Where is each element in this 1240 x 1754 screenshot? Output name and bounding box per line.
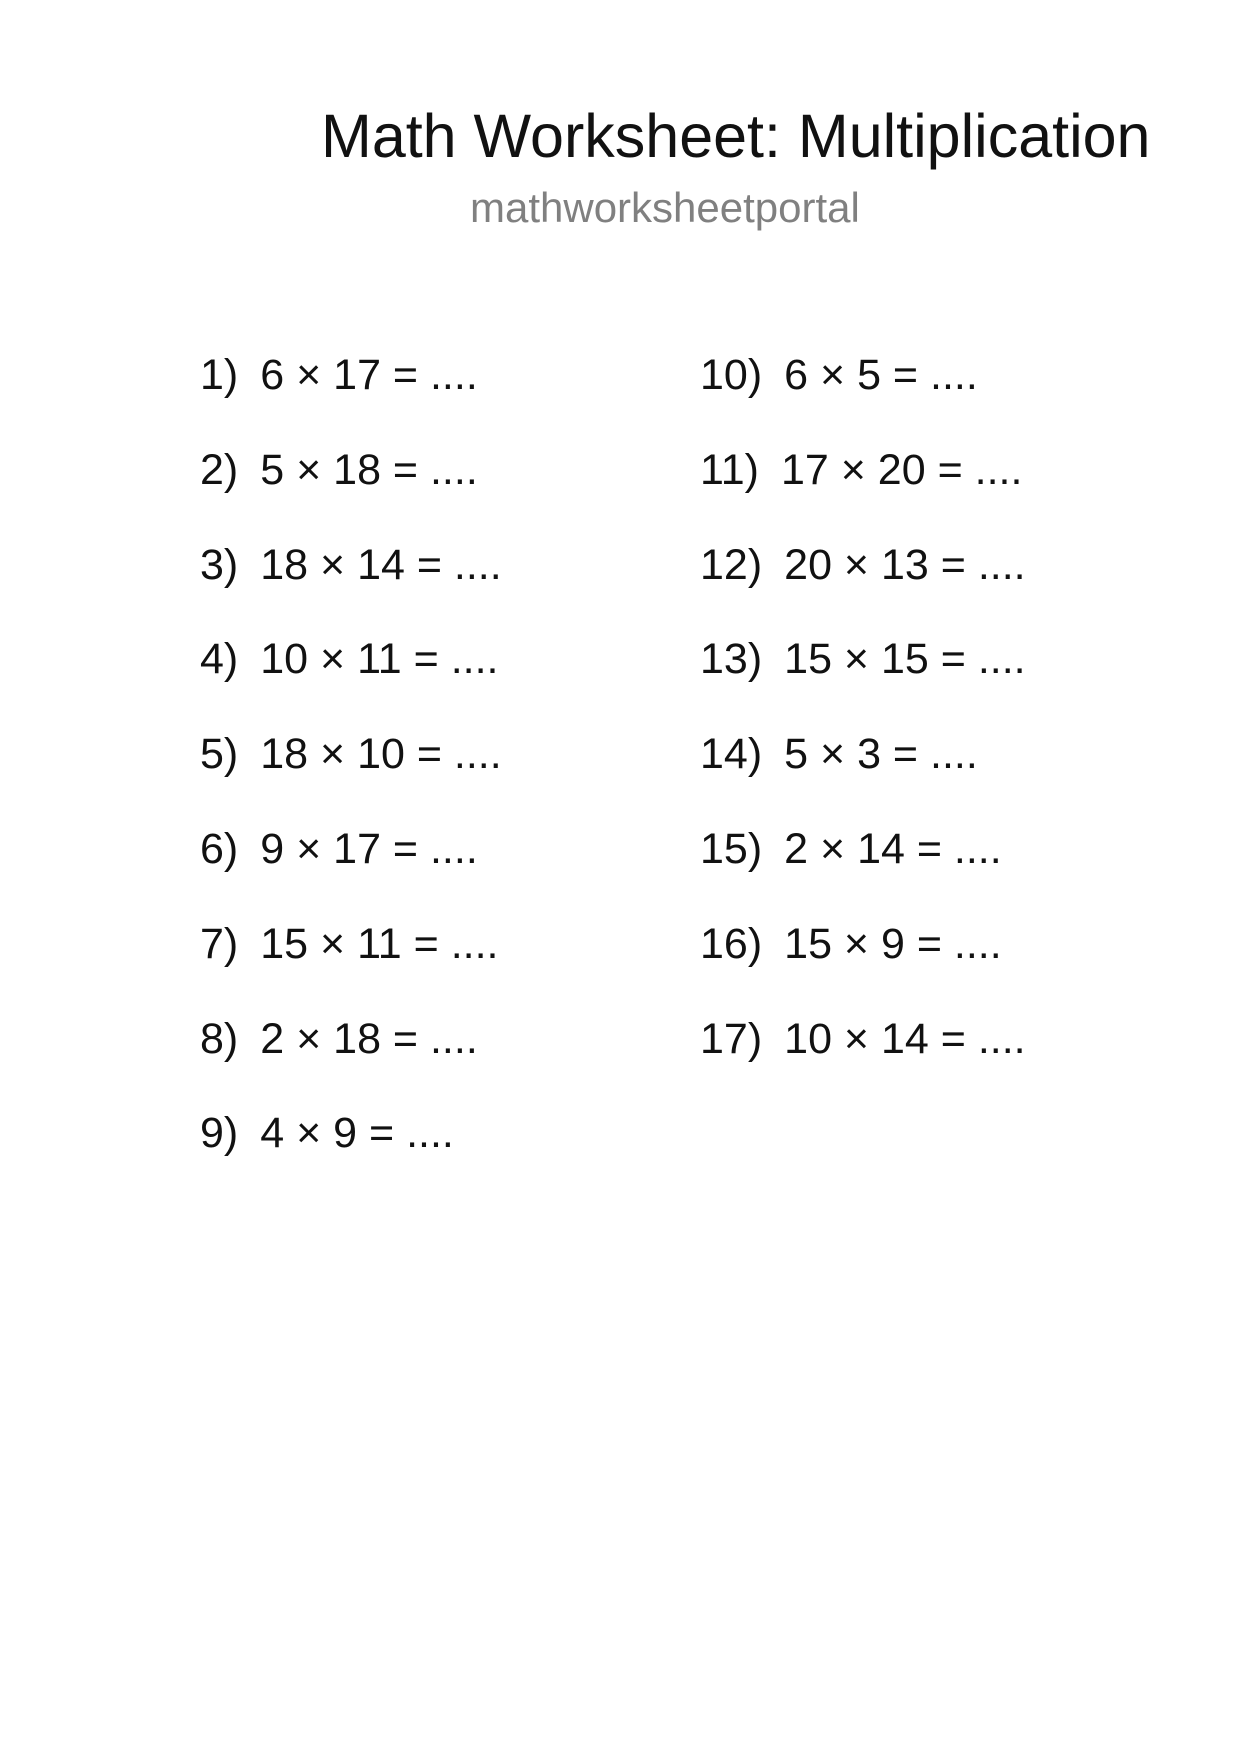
problem-number: 13) xyxy=(700,635,763,684)
problem-number: 10) xyxy=(700,351,763,399)
problem-expression: 6 × 5 = .... xyxy=(784,351,978,399)
problem-item xyxy=(200,631,720,726)
problem-number: 1) xyxy=(200,351,239,399)
problem-number: 7) xyxy=(200,919,239,968)
problem-expression: 20 × 13 = .... xyxy=(784,540,1026,589)
problem-expression: 18 × 14 = .... xyxy=(260,540,502,589)
problem-item xyxy=(700,1011,1220,1106)
problem-expression: 17 × 20 = .... xyxy=(780,445,1023,494)
problem-number: 15) xyxy=(700,824,763,873)
problem-item xyxy=(700,347,1220,442)
problem-expression: 4 × 9 = .... xyxy=(260,1109,454,1158)
problem-expression: 5 × 18 = .... xyxy=(260,445,478,494)
problem-expression: 15 × 11 = .... xyxy=(260,919,499,968)
problem-column-right xyxy=(700,347,1220,1105)
problem-number: 6) xyxy=(200,824,239,873)
problem-item xyxy=(200,442,720,537)
problem-item xyxy=(200,537,720,632)
problem-expression: 2 × 14 = .... xyxy=(784,824,1002,873)
problem-number: 5) xyxy=(200,730,239,779)
problem-number: 3) xyxy=(200,540,239,589)
problem-expression: 10 × 14 = .... xyxy=(784,1014,1026,1063)
worksheet-subtitle: mathworksheetportal xyxy=(470,184,860,231)
problem-item xyxy=(700,916,1220,1011)
worksheet-title: Math Worksheet: Multiplication xyxy=(321,102,1151,170)
problem-number: 11) xyxy=(700,445,759,494)
problem-item xyxy=(700,821,1220,916)
problem-number: 2) xyxy=(200,445,239,494)
problem-item xyxy=(700,537,1220,632)
problem-item xyxy=(200,821,720,916)
problem-item xyxy=(700,442,1220,537)
problem-number: 8) xyxy=(200,1014,239,1063)
problem-number: 14) xyxy=(700,730,763,779)
problem-expression: 15 × 15 = .... xyxy=(784,635,1026,684)
problem-expression: 18 × 10 = .... xyxy=(260,730,502,779)
problem-item xyxy=(200,1011,720,1106)
problem-expression: 15 × 9 = .... xyxy=(784,919,1002,968)
problem-number: 12) xyxy=(700,540,763,589)
problem-number: 4) xyxy=(200,635,239,684)
problem-expression: 6 × 17 = .... xyxy=(260,351,478,399)
problem-item xyxy=(700,726,1220,821)
problem-item xyxy=(200,916,720,1011)
problem-number: 9) xyxy=(200,1109,239,1158)
problem-expression: 5 × 3 = .... xyxy=(784,730,978,779)
problem-item xyxy=(700,631,1220,726)
problem-number: 17) xyxy=(700,1014,763,1063)
problem-column-left xyxy=(200,347,720,1200)
problem-item xyxy=(200,1105,720,1200)
problem-item xyxy=(200,347,720,442)
problem-expression: 9 × 17 = .... xyxy=(260,824,478,873)
problem-expression: 2 × 18 = .... xyxy=(260,1014,478,1063)
problem-item xyxy=(200,726,720,821)
problem-number: 16) xyxy=(700,919,763,968)
problem-expression: 10 × 11 = .... xyxy=(260,635,499,684)
